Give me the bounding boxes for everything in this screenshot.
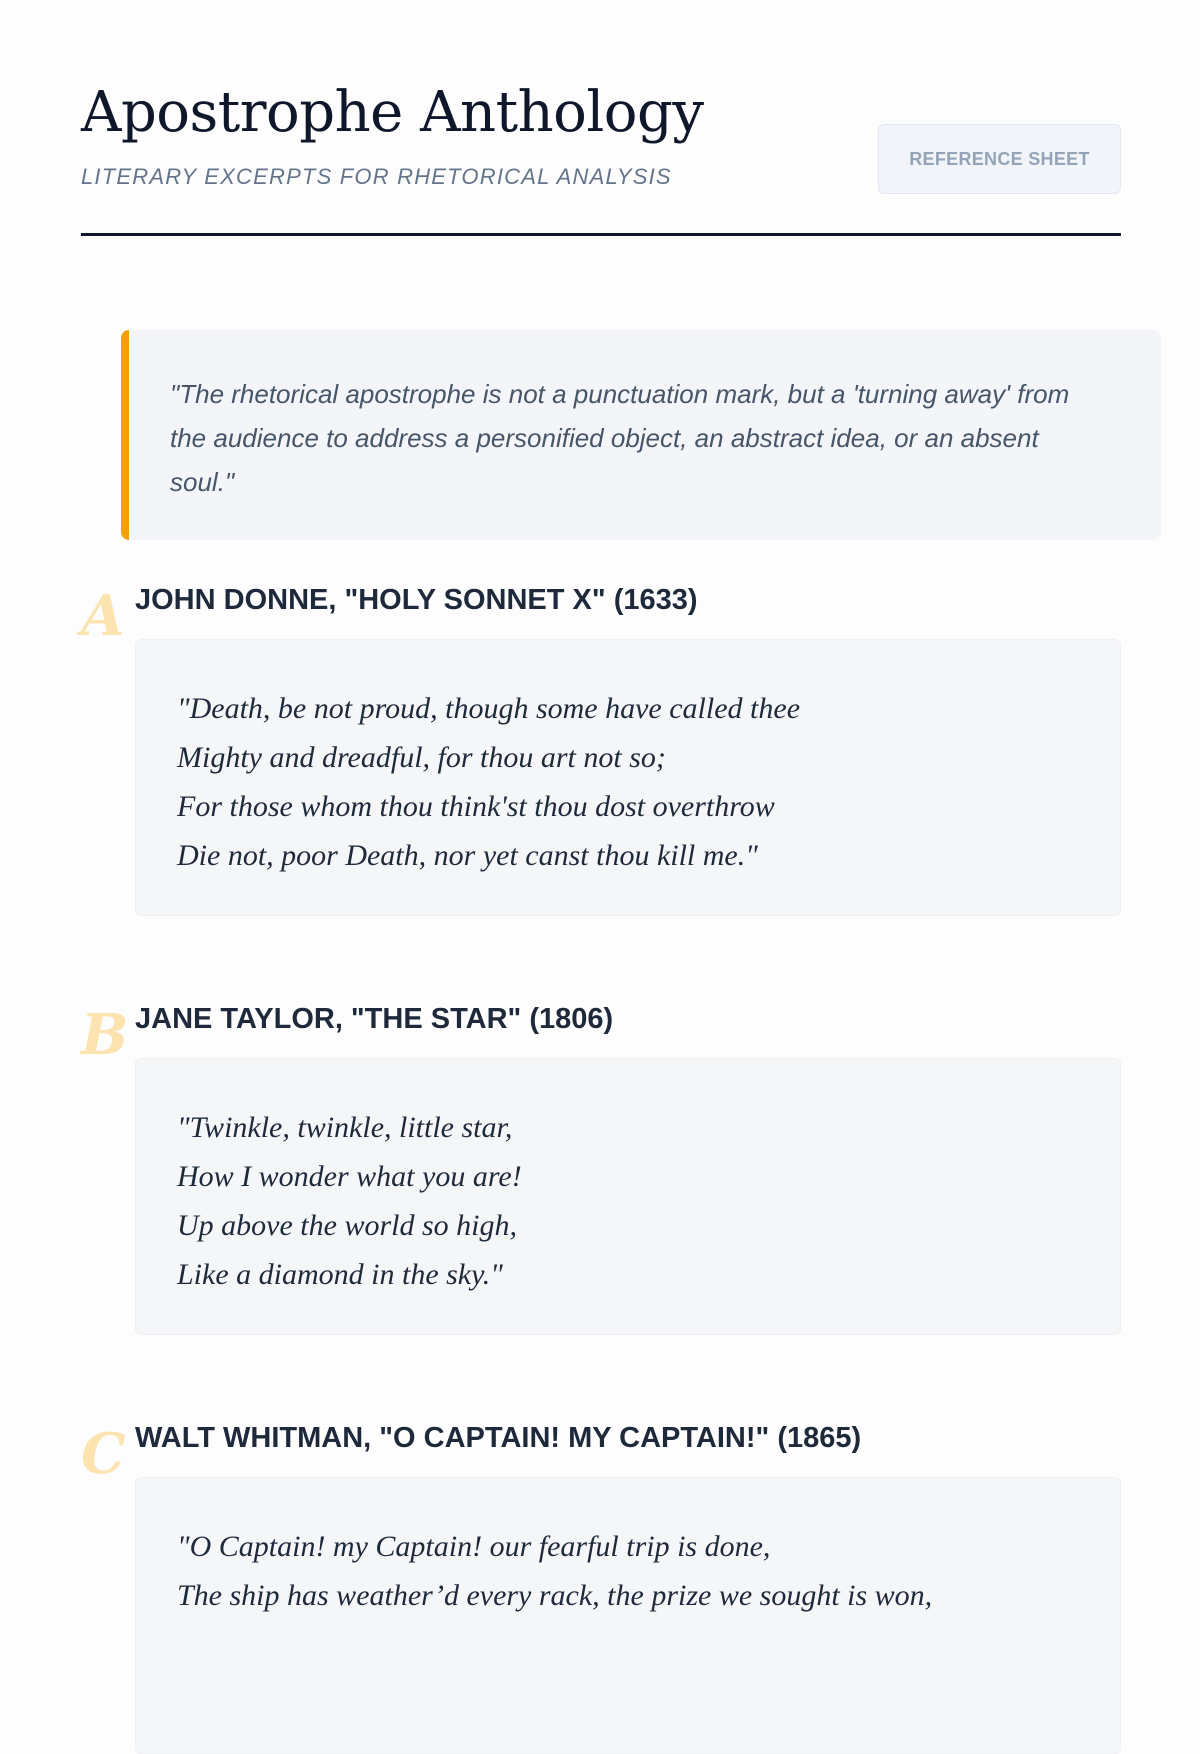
excerpt-heading: JANE TAYLOR, "THE STAR" (1806) <box>135 1003 614 1035</box>
verse-line: Mighty and dreadful, for thou art not so; <box>177 741 666 774</box>
verse-line: How I wonder what you are! <box>177 1160 522 1193</box>
excerpt-letter: C <box>81 1421 126 1487</box>
verse-line: Up above the world so high, <box>177 1209 517 1242</box>
verse-line: Like a diamond in the sky." <box>177 1258 503 1291</box>
page-header <box>81 0 1121 236</box>
excerpt-letter: B <box>81 1002 129 1068</box>
verse-line: "Twinkle, twinkle, little star, <box>177 1111 513 1144</box>
page-subtitle: LITERARY EXCERPTS FOR RHETORICAL ANALYSIS <box>81 164 672 189</box>
page-title: Apostrophe Anthology <box>81 80 704 145</box>
verse-line: For those whom thou think'st thou dost overthrow <box>177 790 775 823</box>
excerpt-text-box <box>135 1058 1121 1335</box>
verse-line: "Death, be not proud, though some have called thee <box>177 692 801 725</box>
excerpt-text-box <box>135 1477 1121 1754</box>
excerpt-text-box <box>135 639 1121 916</box>
intro-quote: "The rhetorical apostrophe is not a punctuation mark, but a 'turning away' from the audience to address a personified object, an abstract idea, or an absent soul." <box>121 330 1161 540</box>
excerpt-letter: A <box>81 583 125 649</box>
excerpt-heading: WALT WHITMAN, "O CAPTAIN! MY CAPTAIN!" (1865) <box>135 1422 862 1454</box>
verse-line: Die not, poor Death, nor yet canst thou kill me." <box>177 839 758 872</box>
verse-line: "O Captain! my Captain! our fearful trip is done, <box>177 1530 771 1563</box>
verse-line: The ship has weather’d every rack, the prize we sought is won, <box>177 1579 933 1612</box>
reference-sheet-button[interactable]: REFERENCE SHEET <box>878 124 1121 194</box>
anthology-page <box>81 0 1121 1612</box>
excerpt-heading: JOHN DONNE, "HOLY SONNET X" (1633) <box>135 584 698 616</box>
